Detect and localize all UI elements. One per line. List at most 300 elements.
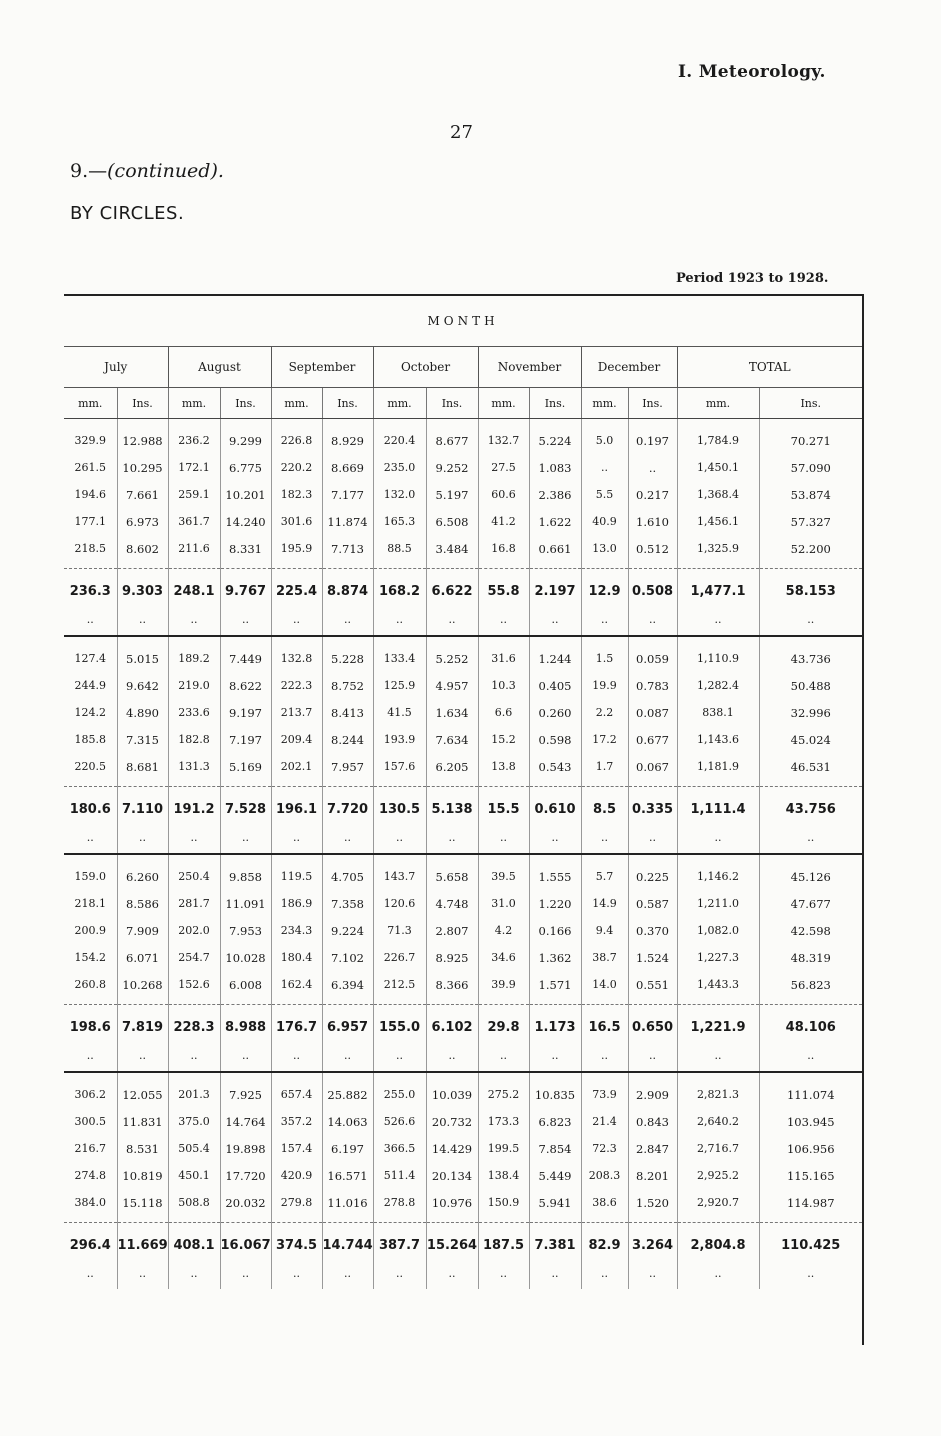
table-cell: 10.835 <box>529 1073 581 1108</box>
table-cell: 6.973 <box>117 508 168 535</box>
placeholder-row <box>64 613 862 636</box>
table-row <box>64 535 862 569</box>
table-cell: 119.5 <box>271 855 322 890</box>
table-cell: 20.134 <box>426 1162 478 1189</box>
table-cell: 8.622 <box>220 672 271 699</box>
table-cell: 7.925 <box>220 1073 271 1108</box>
table-cell: 11.831 <box>117 1108 168 1135</box>
table-cell: 0.166 <box>529 917 581 944</box>
table-cell: 0.225 <box>628 855 677 890</box>
table-cell: 2,925.2 <box>677 1162 759 1189</box>
table-cell: 7.315 <box>117 726 168 753</box>
table-cell: 1.362 <box>529 944 581 971</box>
placeholder-cell: .. <box>478 1267 529 1289</box>
placeholder-cell: .. <box>529 1049 581 1072</box>
table-cell: 0.087 <box>628 699 677 726</box>
unit-header: mm. <box>373 388 426 419</box>
mean-cell: 130.5 <box>373 787 426 832</box>
unit-header: mm. <box>581 388 628 419</box>
table-cell: 9.299 <box>220 419 271 455</box>
table-cell: 7.634 <box>426 726 478 753</box>
table-cell: 127.4 <box>74 652 106 665</box>
table-continued-label <box>70 160 224 182</box>
table-cell: 6.394 <box>322 971 373 1005</box>
placeholder-cell: .. <box>426 1267 478 1289</box>
mean-cell: 1.173 <box>529 1005 581 1050</box>
table-cell: 5.197 <box>426 481 478 508</box>
table-cell: 14.240 <box>220 508 271 535</box>
table-cell: 9.858 <box>220 855 271 890</box>
unit-header: Ins. <box>117 388 168 419</box>
mean-cell: 8.988 <box>220 1005 271 1050</box>
table-cell: 125.9 <box>373 672 426 699</box>
placeholder-cell: .. <box>677 831 759 854</box>
table-cell: 6.205 <box>426 753 478 787</box>
table-cell: 209.4 <box>271 726 322 753</box>
table-cell: 180.4 <box>271 944 322 971</box>
table-row <box>64 1162 862 1189</box>
placeholder-cell: .. <box>529 613 581 636</box>
table-cell: 8.681 <box>117 753 168 787</box>
table-cell: 1.220 <box>529 890 581 917</box>
mean-cell: 14.744 <box>322 1223 373 1268</box>
table-cell: 6.008 <box>220 971 271 1005</box>
table-cell: 38.7 <box>581 944 628 971</box>
table-cell: 384.0 <box>74 1196 106 1209</box>
table-cell: 10.295 <box>117 454 168 481</box>
table-cell: 21.4 <box>581 1108 628 1135</box>
table-cell: 10.819 <box>117 1162 168 1189</box>
table-cell: 19.9 <box>581 672 628 699</box>
placeholder-cell: .. <box>426 613 478 636</box>
table-cell: 0.843 <box>628 1108 677 1135</box>
table-cell: 52.200 <box>759 535 862 569</box>
table-cell: 159.0 <box>74 870 106 883</box>
table-cell: 222.3 <box>271 672 322 699</box>
table-cell: 8.531 <box>117 1135 168 1162</box>
table-cell: 0.197 <box>628 419 677 455</box>
mean-cell: 6.102 <box>426 1005 478 1050</box>
unit-header: Ins. <box>759 388 862 419</box>
mean-cell: 58.153 <box>759 569 862 614</box>
table-cell: 450.1 <box>168 1162 220 1189</box>
mean-cell: 387.7 <box>373 1223 426 1268</box>
table-cell: 7.661 <box>117 481 168 508</box>
table-cell: 11.016 <box>322 1189 373 1223</box>
mean-cell: 2,804.8 <box>677 1223 759 1268</box>
table-cell: 13.8 <box>478 753 529 787</box>
table-cell: 132.8 <box>271 637 322 672</box>
table-cell: 260.8 <box>74 978 106 991</box>
table-row <box>64 699 862 726</box>
table-cell: 1.555 <box>529 855 581 890</box>
table-cell: 244.9 <box>74 679 106 692</box>
table-cell: 11.091 <box>220 890 271 917</box>
table-cell: 17.720 <box>220 1162 271 1189</box>
placeholder-cell: .. <box>581 613 628 636</box>
table-cell: 8.925 <box>426 944 478 971</box>
table-cell: 9.197 <box>220 699 271 726</box>
table-cell: 366.5 <box>373 1135 426 1162</box>
placeholder-cell: .. <box>168 613 220 636</box>
table-cell: 5.941 <box>529 1189 581 1223</box>
continued-text: (continued). <box>107 160 224 182</box>
table-cell: 72.3 <box>581 1135 628 1162</box>
rainfall-table <box>64 296 862 1289</box>
table-cell: 220.5 <box>74 760 106 773</box>
mean-cell: 16.5 <box>581 1005 628 1050</box>
table-cell: 173.3 <box>478 1108 529 1135</box>
table-cell: 1,082.0 <box>677 917 759 944</box>
table-cell: 8.366 <box>426 971 478 1005</box>
mean-cell: 187.5 <box>478 1223 529 1268</box>
table-cell: 375.0 <box>168 1108 220 1135</box>
table-cell: 1,368.4 <box>677 481 759 508</box>
placeholder-cell: .. <box>628 613 677 636</box>
table-cell: 38.6 <box>581 1189 628 1223</box>
table-cell: 4.957 <box>426 672 478 699</box>
table-row <box>64 971 862 1005</box>
table-cell: 41.5 <box>373 699 426 726</box>
placeholder-cell: .. <box>628 1267 677 1289</box>
table-cell: 10.268 <box>117 971 168 1005</box>
table-cell: 219.0 <box>168 672 220 699</box>
table-row <box>64 481 862 508</box>
unit-header: Ins. <box>322 388 373 419</box>
table-cell: 208.3 <box>581 1162 628 1189</box>
table-cell: 200.9 <box>74 924 106 937</box>
placeholder-cell: .. <box>322 1267 373 1289</box>
table-cell: 1.083 <box>529 454 581 481</box>
period-label: Period 1923 to 1928. <box>676 271 829 286</box>
placeholder-cell: .. <box>322 613 373 636</box>
table-cell: 12.055 <box>117 1073 168 1108</box>
table-cell: 132.0 <box>373 481 426 508</box>
unit-header: mm. <box>271 388 322 419</box>
table-cell: 1,282.4 <box>677 672 759 699</box>
table-cell: 6.197 <box>322 1135 373 1162</box>
table-cell: 1,784.9 <box>677 419 759 455</box>
table-cell: 8.586 <box>117 890 168 917</box>
table-cell: 10.3 <box>478 672 529 699</box>
table-cell: 165.3 <box>373 508 426 535</box>
mean-cell: 3.264 <box>628 1223 677 1268</box>
mean-cell: 43.756 <box>759 787 862 832</box>
placeholder-cell: .. <box>581 1049 628 1072</box>
table-row <box>64 454 862 481</box>
table-cell: 220.2 <box>271 454 322 481</box>
table-cell: 14.0 <box>581 971 628 1005</box>
table-cell: 357.2 <box>271 1108 322 1135</box>
table-cell: 88.5 <box>373 535 426 569</box>
table-row <box>64 944 862 971</box>
mean-cell: 228.3 <box>168 1005 220 1050</box>
table-cell: 56.823 <box>759 971 862 1005</box>
table-cell: 73.9 <box>581 1073 628 1108</box>
table-cell: 1.524 <box>628 944 677 971</box>
table-cell: 50.488 <box>759 672 862 699</box>
unit-header: mm. <box>677 388 759 419</box>
table-cell: 420.9 <box>271 1162 322 1189</box>
table-cell: 162.4 <box>271 971 322 1005</box>
table-cell: 212.5 <box>373 971 426 1005</box>
mean-cell: 16.067 <box>220 1223 271 1268</box>
month-october: October <box>373 347 478 388</box>
mean-cell: 6.622 <box>426 569 478 614</box>
table-cell: 16.571 <box>322 1162 373 1189</box>
table-cell: 838.1 <box>677 699 759 726</box>
table-cell: 154.2 <box>74 951 106 964</box>
table-cell: 120.6 <box>373 890 426 917</box>
table-cell: 8.669 <box>322 454 373 481</box>
table-cell: 1.571 <box>529 971 581 1005</box>
table-cell: 2.2 <box>581 699 628 726</box>
table-cell: 8.201 <box>628 1162 677 1189</box>
placeholder-cell: .. <box>529 831 581 854</box>
table-cell: 5.224 <box>529 419 581 455</box>
table-cell: 0.260 <box>529 699 581 726</box>
placeholder-cell: .. <box>426 1049 478 1072</box>
mean-cell: 248.1 <box>168 569 220 614</box>
mean-cell: 48.106 <box>759 1005 862 1050</box>
table-cell: 0.370 <box>628 917 677 944</box>
table-cell: 0.217 <box>628 481 677 508</box>
table-cell: 5.228 <box>322 637 373 672</box>
month-december: December <box>581 347 677 388</box>
table-cell: 6.071 <box>117 944 168 971</box>
table-cell: 71.3 <box>373 917 426 944</box>
table-cell: 10.976 <box>426 1189 478 1223</box>
table-cell: 2.909 <box>628 1073 677 1108</box>
table-cell: 1,211.0 <box>677 890 759 917</box>
table-cell: 1,181.9 <box>677 753 759 787</box>
table-cell: 218.1 <box>74 897 106 910</box>
table-cell: 13.0 <box>581 535 628 569</box>
mean-cell: 1,221.9 <box>677 1005 759 1050</box>
mean-cell: 191.2 <box>168 787 220 832</box>
table-cell: 194.6 <box>74 488 106 501</box>
table-cell: 157.4 <box>271 1135 322 1162</box>
placeholder-cell: .. <box>271 1267 322 1289</box>
table-cell: 115.165 <box>759 1162 862 1189</box>
table-cell: 1,110.9 <box>677 637 759 672</box>
placeholder-cell: .. <box>478 831 529 854</box>
mean-cell: 296.4 <box>64 1223 117 1268</box>
table-cell: 213.7 <box>271 699 322 726</box>
unit-header: mm. <box>168 388 220 419</box>
table-cell: 5.0 <box>581 419 628 455</box>
table-cell: 53.874 <box>759 481 862 508</box>
placeholder-cell: .. <box>86 1049 94 1062</box>
table-cell: 1,325.9 <box>677 535 759 569</box>
mean-cell: 29.8 <box>478 1005 529 1050</box>
table-subtitle: BY CIRCLES. <box>70 203 185 224</box>
table-cell: 10.039 <box>426 1073 478 1108</box>
table-cell: 361.7 <box>168 508 220 535</box>
placeholder-cell: .. <box>86 831 94 844</box>
table-cell: 10.201 <box>220 481 271 508</box>
placeholder-cell: .. <box>373 613 426 636</box>
table-cell: 1,146.2 <box>677 855 759 890</box>
section-heading: I. Meteorology. <box>678 62 826 82</box>
mean-cell: 196.1 <box>271 787 322 832</box>
month-july: July <box>64 347 168 388</box>
table-cell: 1.520 <box>628 1189 677 1223</box>
table-cell: 7.713 <box>322 535 373 569</box>
table-cell: 106.956 <box>759 1135 862 1162</box>
unit-header: Ins. <box>628 388 677 419</box>
table-cell: 9.252 <box>426 454 478 481</box>
table-cell: 5.658 <box>426 855 478 890</box>
table-cell: 7.909 <box>117 917 168 944</box>
table-cell: 14.063 <box>322 1108 373 1135</box>
table-cell: 259.1 <box>168 481 220 508</box>
table-cell: 1,443.3 <box>677 971 759 1005</box>
placeholder-cell: .. <box>373 1049 426 1072</box>
table-cell: 25.882 <box>322 1073 373 1108</box>
table-cell: 8.602 <box>117 535 168 569</box>
placeholder-cell: .. <box>677 613 759 636</box>
table-cell: 278.8 <box>373 1189 426 1223</box>
mean-cell: 374.5 <box>271 1223 322 1268</box>
table-cell: 46.531 <box>759 753 862 787</box>
mean-cell: 176.7 <box>271 1005 322 1050</box>
table-cell: 7.957 <box>322 753 373 787</box>
table-cell: 5.7 <box>581 855 628 890</box>
placeholder-row <box>64 831 862 854</box>
month-november: November <box>478 347 581 388</box>
table-cell: 47.677 <box>759 890 862 917</box>
placeholder-row <box>64 1049 862 1072</box>
table-cell: 1.622 <box>529 508 581 535</box>
table-cell: 202.1 <box>271 753 322 787</box>
placeholder-cell: .. <box>677 1049 759 1072</box>
table-cell: 235.0 <box>373 454 426 481</box>
mean-cell: 15.264 <box>426 1223 478 1268</box>
table-cell: 195.9 <box>271 535 322 569</box>
table-ref: 9.— <box>70 160 108 182</box>
table-cell: 6.260 <box>117 855 168 890</box>
table-cell: 8.677 <box>426 419 478 455</box>
table-row <box>64 672 862 699</box>
table-cell: 0.598 <box>529 726 581 753</box>
placeholder-cell: .. <box>759 1267 862 1289</box>
placeholder-cell: .. <box>117 1267 168 1289</box>
table-cell: 17.2 <box>581 726 628 753</box>
mean-cell: 0.335 <box>628 787 677 832</box>
table-cell: 15.2 <box>478 726 529 753</box>
mean-cell: 110.425 <box>759 1223 862 1268</box>
table-cell: 5.252 <box>426 637 478 672</box>
table-cell: 250.4 <box>168 855 220 890</box>
table-cell: 0.543 <box>529 753 581 787</box>
table-row <box>64 890 862 917</box>
table-cell: 261.5 <box>74 461 106 474</box>
table-cell: 511.4 <box>373 1162 426 1189</box>
table-cell: 7.358 <box>322 890 373 917</box>
table-cell: 31.0 <box>478 890 529 917</box>
table-cell: 143.7 <box>373 855 426 890</box>
placeholder-cell: .. <box>478 1049 529 1072</box>
placeholder-cell: .. <box>426 831 478 854</box>
table-cell: 301.6 <box>271 508 322 535</box>
table-cell: 27.5 <box>478 454 529 481</box>
table-cell: 45.024 <box>759 726 862 753</box>
table-cell: 14.764 <box>220 1108 271 1135</box>
table-cell: 45.126 <box>759 855 862 890</box>
mean-cell: 7.381 <box>529 1223 581 1268</box>
table-cell: 1,450.1 <box>677 454 759 481</box>
placeholder-cell: .. <box>168 1049 220 1072</box>
table-cell: 43.736 <box>759 637 862 672</box>
mean-cell: 2.197 <box>529 569 581 614</box>
table-cell: 306.2 <box>74 1088 106 1101</box>
table-row <box>64 1135 862 1162</box>
table-cell: 300.5 <box>74 1115 106 1128</box>
table-cell: 505.4 <box>168 1135 220 1162</box>
rainfall-table-frame <box>64 294 864 1345</box>
table-cell: .. <box>581 454 628 481</box>
table-cell: 8.413 <box>322 699 373 726</box>
mean-cell: 15.5 <box>478 787 529 832</box>
table-cell: 42.598 <box>759 917 862 944</box>
table-cell: 526.6 <box>373 1108 426 1135</box>
table-cell: 0.661 <box>529 535 581 569</box>
placeholder-cell: .. <box>168 1267 220 1289</box>
table-cell: 182.8 <box>168 726 220 753</box>
table-cell: 2.807 <box>426 917 478 944</box>
placeholder-cell: .. <box>373 831 426 854</box>
table-cell: 11.874 <box>322 508 373 535</box>
table-cell: 9.224 <box>322 917 373 944</box>
table-row <box>64 855 862 890</box>
placeholder-cell: .. <box>322 1049 373 1072</box>
table-cell: 7.102 <box>322 944 373 971</box>
table-cell: 41.2 <box>478 508 529 535</box>
table-cell: 5.169 <box>220 753 271 787</box>
table-cell: 0.587 <box>628 890 677 917</box>
placeholder-cell: .. <box>271 613 322 636</box>
table-cell: 1.5 <box>581 637 628 672</box>
table-cell: 233.6 <box>168 699 220 726</box>
table-cell: 2,821.3 <box>677 1073 759 1108</box>
table-cell: 0.067 <box>628 753 677 787</box>
table-cell: 20.032 <box>220 1189 271 1223</box>
mean-cell: 180.6 <box>64 787 117 832</box>
mean-cell: 6.957 <box>322 1005 373 1050</box>
table-cell: 9.642 <box>117 672 168 699</box>
table-cell: 1.610 <box>628 508 677 535</box>
table-cell: 508.8 <box>168 1189 220 1223</box>
table-cell: 0.677 <box>628 726 677 753</box>
table-cell: 226.7 <box>373 944 426 971</box>
table-cell: 0.551 <box>628 971 677 1005</box>
mean-cell: 0.610 <box>529 787 581 832</box>
mean-cell: 0.650 <box>628 1005 677 1050</box>
placeholder-cell: .. <box>220 831 271 854</box>
table-cell: 193.9 <box>373 726 426 753</box>
table-cell: .. <box>628 454 677 481</box>
table-cell: 6.823 <box>529 1108 581 1135</box>
placeholder-cell: .. <box>581 831 628 854</box>
table-cell: 16.8 <box>478 535 529 569</box>
mean-row <box>64 787 862 832</box>
table-cell: 189.2 <box>168 637 220 672</box>
table-cell: 236.2 <box>168 419 220 455</box>
month-august: August <box>168 347 271 388</box>
mean-cell: 236.3 <box>64 569 117 614</box>
placeholder-cell: .. <box>271 1049 322 1072</box>
